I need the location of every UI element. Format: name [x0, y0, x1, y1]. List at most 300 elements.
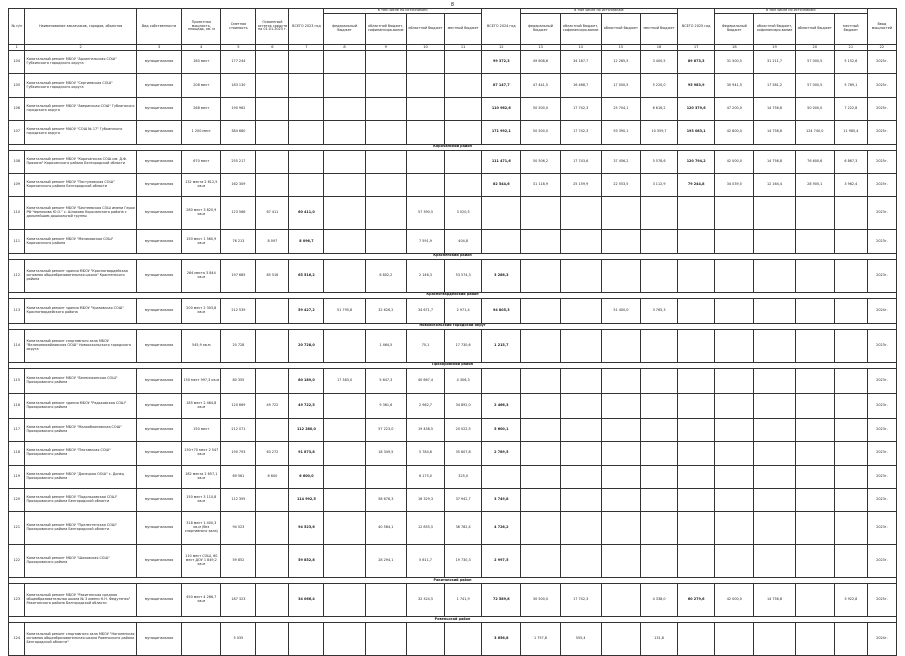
- table-cell: 120 669: [221, 393, 256, 418]
- table-cell: [715, 329, 754, 362]
- table-cell: [324, 173, 365, 196]
- table-cell: 34 187,7: [560, 51, 601, 74]
- table-row: [9, 584, 897, 617]
- table-cell: 20 728: [221, 329, 256, 362]
- table-cell: муниципальная: [136, 150, 181, 173]
- row-number: 119: [9, 465, 25, 488]
- table-cell: [834, 197, 867, 230]
- table-cell: [445, 51, 482, 74]
- table-cell: 3 962,4: [834, 173, 867, 196]
- header-cell: областной бюджет, софинансиро-вание: [754, 14, 795, 45]
- table-cell: 545,9 кв.м: [182, 329, 221, 362]
- table-cell: 2025г.: [867, 173, 896, 196]
- table-cell: 12 855,5: [406, 512, 444, 545]
- table-cell: 212 539: [221, 298, 256, 323]
- table-cell: [256, 51, 289, 74]
- table-cell: [521, 418, 560, 441]
- table-cell: 2025г.: [867, 74, 896, 97]
- table-cell: [754, 545, 795, 578]
- table-cell: 255 217: [221, 150, 256, 173]
- table-cell: 111 471,6: [482, 150, 521, 173]
- object-name: Капитальный ремонт МБОУ "Донецкая ООШ" с. Донец Прохоровского района: [25, 465, 136, 488]
- table-cell: [640, 230, 677, 253]
- table-cell: 5 578,6: [640, 150, 677, 173]
- row-number: 110: [9, 197, 25, 230]
- table-cell: 51 400,0: [601, 298, 640, 323]
- table-cell: [256, 545, 289, 578]
- table-cell: [324, 623, 365, 656]
- table-cell: [795, 393, 834, 418]
- table-cell: [256, 329, 289, 362]
- table-cell: 132 места 2 812,5 кв.м: [182, 173, 221, 196]
- table-cell: [406, 51, 444, 74]
- object-name: Капитальный ремонт МБОУ "Бехтеевская СОШ имени Героя РФ Черникова Ю.О." с. Шляхово Корочанского района с дальнейшим дошкольной группы: [25, 197, 136, 230]
- row-number: 106: [9, 97, 25, 120]
- table-cell: [715, 545, 754, 578]
- table-cell: 17 000,5: [601, 74, 640, 97]
- table-cell: [601, 418, 640, 441]
- table-cell: 1 464,5: [365, 329, 406, 362]
- header-cell: местный бюджет: [445, 14, 482, 45]
- table-cell: [256, 488, 289, 511]
- column-number: 20: [795, 45, 834, 51]
- table-cell: 6 600: [256, 465, 289, 488]
- table-cell: 2024г.: [867, 623, 896, 656]
- table-cell: 14 756,8: [754, 97, 795, 120]
- table-cell: [289, 173, 324, 196]
- table-cell: муниципальная: [136, 512, 181, 545]
- table-cell: 150 мест 997,3 кв.м: [182, 368, 221, 393]
- table-cell: [640, 512, 677, 545]
- table-cell: 7 222,8: [834, 97, 867, 120]
- table-cell: 4 338,0: [640, 584, 677, 617]
- table-cell: 91 873,8: [289, 442, 324, 465]
- header-cell: областной бюджет, софинансиро-вание: [365, 14, 406, 45]
- table-cell: [256, 623, 289, 656]
- table-cell: [560, 488, 601, 511]
- table-cell: 5 611,7: [406, 545, 444, 578]
- column-number: 8: [324, 45, 365, 51]
- table-cell: 264 места 3 844 кв.м: [182, 259, 221, 292]
- table-cell: 28 900,1: [795, 173, 834, 196]
- table-cell: [834, 623, 867, 656]
- table-row: [9, 121, 897, 144]
- table-cell: [715, 197, 754, 230]
- table-cell: 34 039,5: [715, 173, 754, 196]
- table-cell: [256, 512, 289, 545]
- object-name: Капитальный ремонт МБОУ "Корочанская СОШ им. Д.Ф. Пряхина" Корочанского района Белгородской области: [25, 150, 136, 173]
- row-number: 124: [9, 623, 25, 656]
- header-cell: № п/п: [9, 9, 25, 45]
- table-cell: [678, 442, 715, 465]
- column-number: 5: [221, 45, 256, 51]
- table-cell: 2 997,5: [482, 545, 521, 578]
- table-cell: [834, 259, 867, 292]
- table-cell: муниципальная: [136, 368, 181, 393]
- table-cell: [754, 512, 795, 545]
- table-cell: [754, 623, 795, 656]
- table-cell: [482, 230, 521, 253]
- table-cell: 162 309: [221, 173, 256, 196]
- table-cell: 280 мест 3 820,9 кв.м: [182, 197, 221, 230]
- table-cell: 2023г.: [867, 512, 896, 545]
- table-cell: 10 359,7: [640, 121, 677, 144]
- table-cell: 1 200 мест: [182, 121, 221, 144]
- table-cell: 50 000,0: [795, 97, 834, 120]
- table-cell: 123 566: [221, 197, 256, 230]
- column-number: 2: [25, 45, 136, 51]
- table-cell: [289, 51, 324, 74]
- table-cell: 70,1: [406, 329, 444, 362]
- table-cell: 1 757,8: [521, 623, 560, 656]
- table-cell: муниципальная: [136, 584, 181, 617]
- table-cell: 2 971,4: [445, 298, 482, 323]
- table-cell: [324, 465, 365, 488]
- table-cell: 14 756,8: [754, 584, 795, 617]
- table-cell: 3 286,3: [482, 259, 521, 292]
- table-cell: [601, 368, 640, 393]
- table-cell: 20 728,0: [289, 329, 324, 362]
- table-cell: муниципальная: [136, 197, 181, 230]
- object-name: Капитальный ремонт МБОУ "Пестуновская СОШ" Корочанского района Белгородской области: [25, 173, 136, 196]
- table-cell: 8 096,7: [289, 230, 324, 253]
- table-cell: 17 383,0: [324, 368, 365, 393]
- table-cell: [324, 51, 365, 74]
- table-cell: [795, 197, 834, 230]
- document-page: [8, 2, 897, 645]
- table-cell: [482, 197, 521, 230]
- table-cell: 34 892,0: [445, 393, 482, 418]
- table-cell: 94 523,6: [289, 512, 324, 545]
- table-cell: [560, 512, 601, 545]
- table-cell: [324, 545, 365, 578]
- table-cell: [521, 465, 560, 488]
- table-cell: 35 807,8: [445, 442, 482, 465]
- table-cell: 670 мест: [182, 150, 221, 173]
- table-cell: [256, 368, 289, 393]
- table-cell: 212 071: [221, 418, 256, 441]
- table-cell: [795, 442, 834, 465]
- table-cell: [560, 442, 601, 465]
- table-cell: 31 500,5: [715, 51, 754, 74]
- table-cell: [256, 121, 289, 144]
- table-cell: [289, 97, 324, 120]
- table-cell: [678, 329, 715, 362]
- table-cell: муниципальная: [136, 259, 181, 292]
- table-cell: 3 020,5: [445, 197, 482, 230]
- table-cell: [406, 97, 444, 120]
- table-cell: 34 671,7: [406, 298, 444, 323]
- table-cell: [324, 197, 365, 230]
- table-cell: [406, 173, 444, 196]
- table-cell: [482, 368, 521, 393]
- table-cell: [795, 329, 834, 362]
- table-cell: 2023г.: [867, 545, 896, 578]
- column-number: 13: [521, 45, 560, 51]
- table-cell: [834, 512, 867, 545]
- column-number: 17: [678, 45, 715, 51]
- table-cell: 82 544,6: [482, 173, 521, 196]
- table-cell: 110 мест СОШ, 60 мест ДОУ 1 849,2 кв.м: [182, 545, 221, 578]
- table-cell: [834, 368, 867, 393]
- table-cell: 17 742,3: [560, 97, 601, 120]
- table-cell: 6 616,2: [640, 97, 677, 120]
- table-row: [9, 512, 897, 545]
- table-cell: [521, 442, 560, 465]
- table-cell: 63 272: [256, 442, 289, 465]
- row-number: 112: [9, 259, 25, 292]
- table-cell: 72 589,8: [482, 584, 521, 617]
- table-cell: [482, 465, 521, 488]
- row-number: 113: [9, 298, 25, 323]
- table-cell: 2023г.: [867, 197, 896, 230]
- column-number: 12: [482, 45, 521, 51]
- table-cell: 50 506,2: [521, 150, 560, 173]
- table-cell: [560, 230, 601, 253]
- table-cell: 1 215,7: [482, 329, 521, 362]
- table-cell: [256, 74, 289, 97]
- table-cell: 59 852,8: [289, 545, 324, 578]
- table-cell: муниципальная: [136, 488, 181, 511]
- table-cell: [324, 150, 365, 173]
- object-name: Капитальный ремонт МАОУ "СОШ № 17" Губкинского городского округа: [25, 121, 136, 144]
- column-number: 15: [601, 45, 640, 51]
- table-cell: [445, 97, 482, 120]
- table-cell: 17 581,2: [754, 74, 795, 97]
- table-cell: [289, 74, 324, 97]
- table-cell: [365, 465, 406, 488]
- table-cell: 17 742,3: [560, 121, 601, 144]
- table-cell: [445, 623, 482, 656]
- table-cell: [640, 197, 677, 230]
- table-cell: 94 523: [221, 512, 256, 545]
- table-cell: 99 372,3: [482, 51, 521, 74]
- table-cell: [365, 150, 406, 173]
- table-cell: муниципальная: [136, 51, 181, 74]
- table-cell: 50 500,0: [521, 97, 560, 120]
- table-row: [9, 368, 897, 393]
- table-cell: 60 279,6: [678, 584, 715, 617]
- table-row: [9, 51, 897, 74]
- table-cell: [678, 623, 715, 656]
- table-cell: муниципальная: [136, 230, 181, 253]
- table-cell: [560, 465, 601, 488]
- table-cell: [640, 368, 677, 393]
- table-cell: [521, 488, 560, 511]
- table-cell: 3 400,5: [640, 51, 677, 74]
- table-cell: [406, 623, 444, 656]
- table-cell: 58 676,3: [365, 488, 406, 511]
- table-cell: 2023г.: [867, 418, 896, 441]
- table-cell: 150 мест 1 560,9 кв.м: [182, 230, 221, 253]
- table-cell: 2023г.: [867, 329, 896, 362]
- table-cell: [365, 230, 406, 253]
- object-name: Капитальный ремонт МБОУ "Ракитянская средняя общеобразовательная школа № 3 имени Н.Н. Федутенко" Ракитянского района Белгородской области: [25, 584, 136, 617]
- table-cell: [795, 465, 834, 488]
- table-cell: 65 516: [256, 259, 289, 292]
- table-cell: 3 922,8: [834, 584, 867, 617]
- table-cell: 193 083,1: [678, 121, 715, 144]
- table-cell: [834, 488, 867, 511]
- table-cell: [521, 545, 560, 578]
- header-cell: Ввод мощностей: [867, 9, 896, 45]
- table-cell: 42 800,0: [715, 121, 754, 144]
- table-cell: 5 152,6: [834, 51, 867, 74]
- table-cell: [834, 442, 867, 465]
- column-number: 19: [754, 45, 795, 51]
- table-cell: 12 164,4: [754, 173, 795, 196]
- object-name: Капитальный ремонт здания МБОУ "Красногвардейская основная общеобразовательная школа" Красненского района: [25, 259, 136, 292]
- table-cell: [445, 74, 482, 97]
- table-cell: 450 мест 4 266,7 кв.м: [182, 584, 221, 617]
- row-number: 115: [9, 368, 25, 393]
- table-cell: 93 390,1: [601, 121, 640, 144]
- table-cell: 2023г.: [867, 465, 896, 488]
- table-cell: 28 294,1: [365, 545, 406, 578]
- table-cell: [834, 230, 867, 253]
- table-cell: [754, 465, 795, 488]
- table-cell: [406, 121, 444, 144]
- table-cell: [754, 368, 795, 393]
- table-cell: 9 361,6: [365, 393, 406, 418]
- table-cell: 3 112,9: [640, 173, 677, 196]
- table-body: [9, 51, 897, 656]
- table-cell: [678, 488, 715, 511]
- table-cell: [521, 329, 560, 362]
- header-cell: ВСЕГО 2024 год: [482, 9, 521, 45]
- table-cell: 32 324,5: [406, 584, 444, 617]
- header-cell: федеральный бюджет: [521, 14, 560, 45]
- table-cell: 79 244,8: [678, 173, 715, 196]
- table-cell: [560, 197, 601, 230]
- table-cell: 5 647,3: [365, 368, 406, 393]
- table-cell: 5 784,6: [406, 442, 444, 465]
- table-cell: 69 561: [221, 465, 256, 488]
- table-cell: 208 мест: [182, 74, 221, 97]
- table-cell: [521, 230, 560, 253]
- table-cell: 150 мест: [182, 418, 221, 441]
- table-cell: [324, 230, 365, 253]
- table-cell: [365, 197, 406, 230]
- table-cell: [521, 259, 560, 292]
- row-number: 117: [9, 418, 25, 441]
- table-cell: 3 749,8: [482, 488, 521, 511]
- table-cell: 187 323: [221, 584, 256, 617]
- table-cell: [256, 584, 289, 617]
- table-cell: [406, 74, 444, 97]
- table-cell: [754, 259, 795, 292]
- object-name: Капитальный ремонт МБОУ "Сергиевская СОШ" Губкинского городского округа: [25, 74, 136, 97]
- table-cell: 183 130: [221, 74, 256, 97]
- object-name: Капитальный ремонт МБОУ "Малояблоновская СОШ" Прохоровского района: [25, 418, 136, 441]
- table-cell: [715, 512, 754, 545]
- table-cell: [754, 418, 795, 441]
- column-number: 14: [560, 45, 601, 51]
- table-cell: 50 500,0: [521, 121, 560, 144]
- table-cell: муниципальная: [136, 418, 181, 441]
- table-cell: [601, 545, 640, 578]
- table-cell: 80 189,0: [289, 368, 324, 393]
- table-cell: [365, 584, 406, 617]
- table-cell: муниципальная: [136, 173, 181, 196]
- table-cell: 5 035: [221, 623, 256, 656]
- table-cell: [601, 465, 640, 488]
- table-cell: 6 175,0: [406, 465, 444, 488]
- table-row: [9, 329, 897, 362]
- column-number: 21: [834, 45, 867, 51]
- header-cell: Вид собственности: [136, 9, 181, 45]
- table-cell: [601, 584, 640, 617]
- row-number: 109: [9, 173, 25, 196]
- table-cell: [795, 259, 834, 292]
- row-number: 111: [9, 230, 25, 253]
- table-cell: 185 мест 2 464,8 кв.м: [182, 393, 221, 418]
- table-cell: [324, 121, 365, 144]
- table-cell: [256, 298, 289, 323]
- table-row: [9, 623, 897, 656]
- table-cell: [256, 97, 289, 120]
- header-cell: областной бюджет: [406, 14, 444, 45]
- table-cell: 268 мест: [182, 97, 221, 120]
- table-cell: 112 280,0: [289, 418, 324, 441]
- table-cell: 7 591,9: [406, 230, 444, 253]
- table-cell: 120 379,6: [678, 97, 715, 120]
- row-number: 104: [9, 51, 25, 74]
- table-cell: [560, 545, 601, 578]
- table-row: [9, 465, 897, 488]
- table-cell: [715, 230, 754, 253]
- table-cell: [678, 230, 715, 253]
- table-cell: 57 000,5: [795, 74, 834, 97]
- table-cell: [521, 368, 560, 393]
- table-cell: [601, 329, 640, 362]
- table-cell: [834, 545, 867, 578]
- table-cell: [324, 488, 365, 511]
- table-cell: [754, 230, 795, 253]
- header-cell: местный бюджет: [640, 14, 677, 45]
- table-cell: [640, 259, 677, 292]
- district-name: Ракитянский район: [9, 578, 897, 584]
- table-cell: [834, 465, 867, 488]
- table-cell: 3 765,3: [640, 298, 677, 323]
- table-cell: [715, 623, 754, 656]
- table-cell: 30 941,5: [715, 74, 754, 97]
- table-cell: 57 223,0: [365, 418, 406, 441]
- table-cell: [324, 74, 365, 97]
- object-name: Капитальный ремонт МБОУ "Архангельская СОШ" Губкинского городского округа: [25, 51, 136, 74]
- district-name: Корочанский район: [9, 144, 897, 150]
- table-cell: 150+70 мест 2 547 кв.м: [182, 442, 221, 465]
- table-cell: [256, 150, 289, 173]
- table-cell: 47 200,0: [715, 97, 754, 120]
- table-cell: муниципальная: [136, 121, 181, 144]
- table-cell: 87 147,7: [482, 74, 521, 97]
- table-cell: [678, 197, 715, 230]
- table-cell: [324, 259, 365, 292]
- table-cell: 36 782,4: [445, 512, 482, 545]
- table-cell: [834, 298, 867, 323]
- table-cell: [324, 584, 365, 617]
- table-cell: 42 000,0: [715, 150, 754, 173]
- object-name: Капитальный ремонт спортивного зала МБОУ "Наголенская основная общеобразовательная школа Ровеньского района Белгородской области": [25, 623, 136, 656]
- header-cell: Сметная стоимость: [221, 9, 256, 45]
- table-cell: 182 места 2 657,1 кв.м: [182, 465, 221, 488]
- table-cell: 57 000,5: [795, 51, 834, 74]
- table-cell: 2023г.: [867, 259, 896, 292]
- table-cell: 34 066,4: [289, 584, 324, 617]
- table-cell: 6 600,0: [289, 465, 324, 488]
- table-cell: [560, 298, 601, 323]
